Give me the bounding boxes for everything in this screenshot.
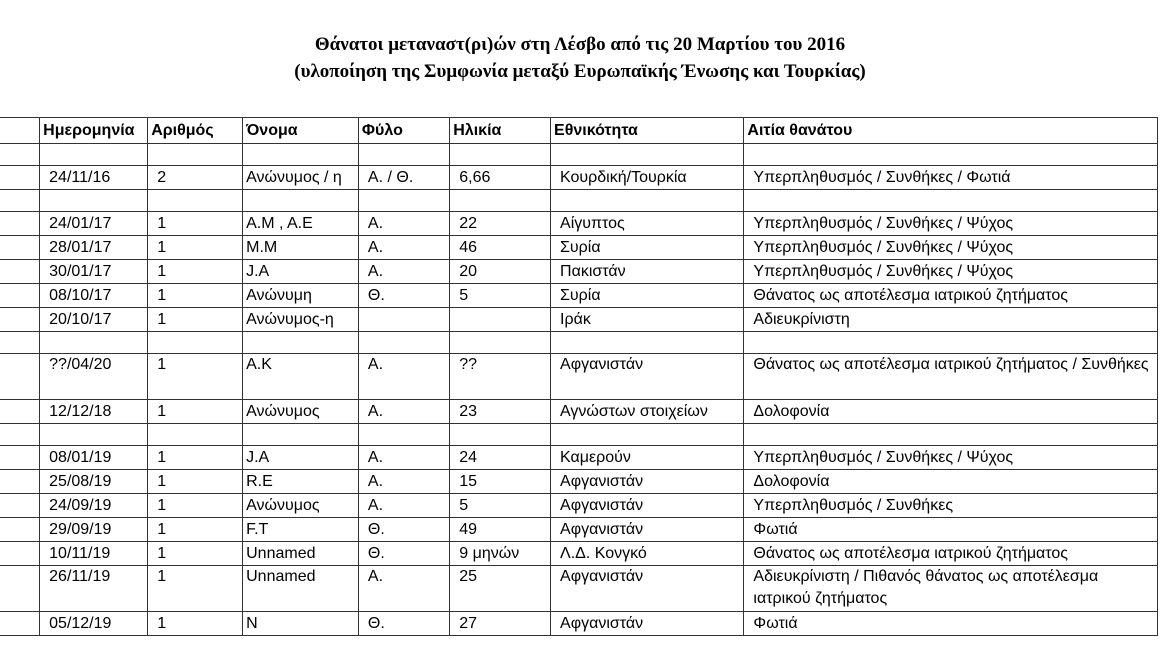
sex-cell [358,190,449,212]
row-spacer-cell [0,236,40,260]
cause-cell [744,144,1158,166]
sex-cell [358,144,449,166]
number-cell: 1 [148,494,243,518]
number-cell [148,332,243,354]
sex-cell: Θ. [358,518,449,542]
sex-cell: Α. [358,236,449,260]
name-cell: J.A [243,446,359,470]
age-cell: 46 [450,236,551,260]
cause-cell: Αδιευκρίνιστη [744,308,1158,332]
date-cell: 12/12/18 [40,400,148,424]
number-cell: 1 [148,566,243,612]
number-cell: 1 [148,236,243,260]
date-cell: 24/01/17 [40,212,148,236]
name-cell: Unnamed [243,566,359,612]
table-row [0,260,1158,284]
nationality-cell: Συρία [551,236,744,260]
nationality-cell [551,332,744,354]
row-spacer-cell [0,332,40,354]
age-cell: ?? [450,354,551,400]
number-cell: 1 [148,212,243,236]
sex-cell: Α. [358,354,449,400]
table-body [0,144,1158,636]
name-cell: Ανώνυμος-η [243,308,359,332]
sex-cell [358,332,449,354]
table-spacer-row [0,332,1158,354]
date-cell: 25/08/19 [40,470,148,494]
nationality-cell: Αφγανιστάν [551,566,744,612]
date-cell: 08/10/17 [40,284,148,308]
sex-cell: Θ. [358,612,449,636]
nationality-cell: Αγνώστων στοιχείων [551,400,744,424]
nationality-cell: Αφγανιστάν [551,354,744,400]
name-cell [243,424,359,446]
date-cell [40,332,148,354]
name-cell: M.M [243,236,359,260]
sex-cell: Α. [358,212,449,236]
number-cell: 1 [148,354,243,400]
cause-cell: Αδιευκρίνιστη / Πιθανός θάνατος ως αποτέλεσμα ιατρικού ζητήματος [744,566,1158,612]
age-cell [450,308,551,332]
document-title-line-1: Θάνατοι μεταναστ(ρι)ών στη Λέσβο από τις 20 Μαρτίου του 2016 [314,34,846,55]
row-spacer-cell [0,446,40,470]
row-spacer-cell [0,400,40,424]
table-row [0,236,1158,260]
cause-cell: Υπερπληθυσμός / Συνθήκες / Ψύχος [744,236,1158,260]
name-cell: Ανώνυμος [243,400,359,424]
header-sex: Φύλο [358,118,449,144]
sex-cell: Α. [358,400,449,424]
number-cell: 1 [148,470,243,494]
row-spacer-cell [0,518,40,542]
row-spacer-cell [0,166,40,190]
table-row [0,566,1158,612]
date-cell: 24/11/16 [40,166,148,190]
row-spacer-cell [0,542,40,566]
number-cell: 1 [148,446,243,470]
table-row [0,470,1158,494]
nationality-cell: Αφγανιστάν [551,518,744,542]
number-cell: 1 [148,284,243,308]
row-spacer-cell [0,566,40,612]
age-cell [450,144,551,166]
table-row [0,494,1158,518]
cause-cell: Θάνατος ως αποτέλεσμα ιατρικού ζητήματος [744,284,1158,308]
name-cell [243,190,359,212]
row-spacer-cell [0,470,40,494]
name-cell [243,332,359,354]
nationality-cell: Αφγανιστάν [551,612,744,636]
nationality-cell: Καμερούν [551,446,744,470]
table-spacer-row [0,424,1158,446]
number-cell [148,190,243,212]
table-row [0,446,1158,470]
row-spacer-cell [0,354,40,400]
name-cell: R.E [243,470,359,494]
table-row [0,518,1158,542]
date-cell: ??/04/20 [40,354,148,400]
cause-cell [744,332,1158,354]
name-cell: Ανώνυμος / η [243,166,359,190]
table-row [0,284,1158,308]
age-cell: 24 [450,446,551,470]
number-cell [148,424,243,446]
cause-cell: Θάνατος ως αποτέλεσμα ιατρικού ζητήματος [744,542,1158,566]
number-cell: 1 [148,400,243,424]
header-nationality: Εθνικότητα [551,118,744,144]
nationality-cell: Λ.Δ. Κονγκό [551,542,744,566]
name-cell [243,144,359,166]
row-spacer-cell [0,190,40,212]
table-row [0,400,1158,424]
date-cell [40,424,148,446]
nationality-cell: Κουρδική/Τουρκία [551,166,744,190]
sex-cell: Α. [358,494,449,518]
age-cell: 23 [450,400,551,424]
name-cell: J.A [243,260,359,284]
nationality-cell [551,190,744,212]
name-cell: Ανώνυμος [243,494,359,518]
sex-cell [358,424,449,446]
sex-cell: Α. [358,470,449,494]
cause-cell: Υπερπληθυσμός / Συνθήκες / Ψύχος [744,212,1158,236]
nationality-cell: Συρία [551,284,744,308]
age-cell: 25 [450,566,551,612]
number-cell: 1 [148,518,243,542]
age-cell: 49 [450,518,551,542]
sex-cell: Α. / Θ. [358,166,449,190]
name-cell: A.K [243,354,359,400]
cause-cell: Υπερπληθυσμός / Συνθήκες / Ψύχος [744,260,1158,284]
date-cell: 26/11/19 [40,566,148,612]
table-header-row [0,118,1158,144]
number-cell: 1 [148,308,243,332]
deaths-table [0,117,1158,636]
row-spacer-cell [0,284,40,308]
row-spacer-cell [0,212,40,236]
cause-cell: Φωτιά [744,612,1158,636]
date-cell: 05/12/19 [40,612,148,636]
table-spacer-row [0,144,1158,166]
number-cell: 1 [148,612,243,636]
nationality-cell: Αφγανιστάν [551,494,744,518]
sex-cell: Α. [358,260,449,284]
header-name: Όνομα [243,118,359,144]
date-cell [40,190,148,212]
nationality-cell: Πακιστάν [551,260,744,284]
cause-cell [744,424,1158,446]
nationality-cell [551,424,744,446]
date-cell: 24/09/19 [40,494,148,518]
table-row [0,354,1158,400]
name-cell: F.T [243,518,359,542]
date-cell [40,144,148,166]
row-spacer-cell [0,612,40,636]
number-cell: 1 [148,542,243,566]
name-cell: Ανώνυμη [243,284,359,308]
age-cell [450,424,551,446]
date-cell: 30/01/17 [40,260,148,284]
number-cell: 1 [148,260,243,284]
nationality-cell: Αφγανιστάν [551,470,744,494]
header-cause: Αιτία θανάτου [744,118,1158,144]
name-cell: A.M , A.E [243,212,359,236]
row-spacer-cell [0,144,40,166]
name-cell: Unnamed [243,542,359,566]
age-cell: 20 [450,260,551,284]
age-cell [450,190,551,212]
table-row [0,212,1158,236]
row-spacer-cell [0,260,40,284]
header-number: Αριθμός [148,118,243,144]
number-cell: 2 [148,166,243,190]
cause-cell: Υπερπληθυσμός / Συνθήκες / Φωτιά [744,166,1158,190]
cause-cell: Υπερπληθυσμός / Συνθήκες / Ψύχος [744,446,1158,470]
sex-cell: Θ. [358,284,449,308]
age-cell: 27 [450,612,551,636]
age-cell: 5 [450,284,551,308]
table-row [0,542,1158,566]
date-cell: 08/01/19 [40,446,148,470]
name-cell: N [243,612,359,636]
cause-cell: Υπερπληθυσμός / Συνθήκες [744,494,1158,518]
table-row [0,308,1158,332]
sex-cell [358,308,449,332]
cause-cell: Δολοφονία [744,400,1158,424]
nationality-cell [551,144,744,166]
age-cell: 9 μηνών [450,542,551,566]
date-cell: 20/10/17 [40,308,148,332]
nationality-cell: Αίγυπτος [551,212,744,236]
table-row [0,612,1158,636]
header-age: Ηλικία [450,118,551,144]
table-spacer-row [0,190,1158,212]
sex-cell: Θ. [358,542,449,566]
row-spacer-cell [0,424,40,446]
header-spacer [0,118,40,144]
cause-cell: Δολοφονία [744,470,1158,494]
nationality-cell: Ιράκ [551,308,744,332]
row-spacer-cell [0,308,40,332]
sex-cell: Α. [358,566,449,612]
date-cell: 10/11/19 [40,542,148,566]
age-cell: 5 [450,494,551,518]
date-cell: 29/09/19 [40,518,148,542]
sex-cell: Α. [358,446,449,470]
document-title-line-2: (υλοποίηση της Συμφωνία μεταξύ Ευρωπαϊκής Ένωσης και Τουρκίας) [294,61,866,82]
age-cell: 15 [450,470,551,494]
age-cell: 22 [450,212,551,236]
age-cell: 6,66 [450,166,551,190]
age-cell [450,332,551,354]
date-cell: 28/01/17 [40,236,148,260]
row-spacer-cell [0,494,40,518]
number-cell [148,144,243,166]
header-date: Ημερομηνία [40,118,148,144]
cause-cell: Θάνατος ως αποτέλεσμα ιατρικού ζητήματος / Συνθήκες [744,354,1158,400]
cause-cell: Φωτιά [744,518,1158,542]
table-row [0,166,1158,190]
cause-cell [744,190,1158,212]
